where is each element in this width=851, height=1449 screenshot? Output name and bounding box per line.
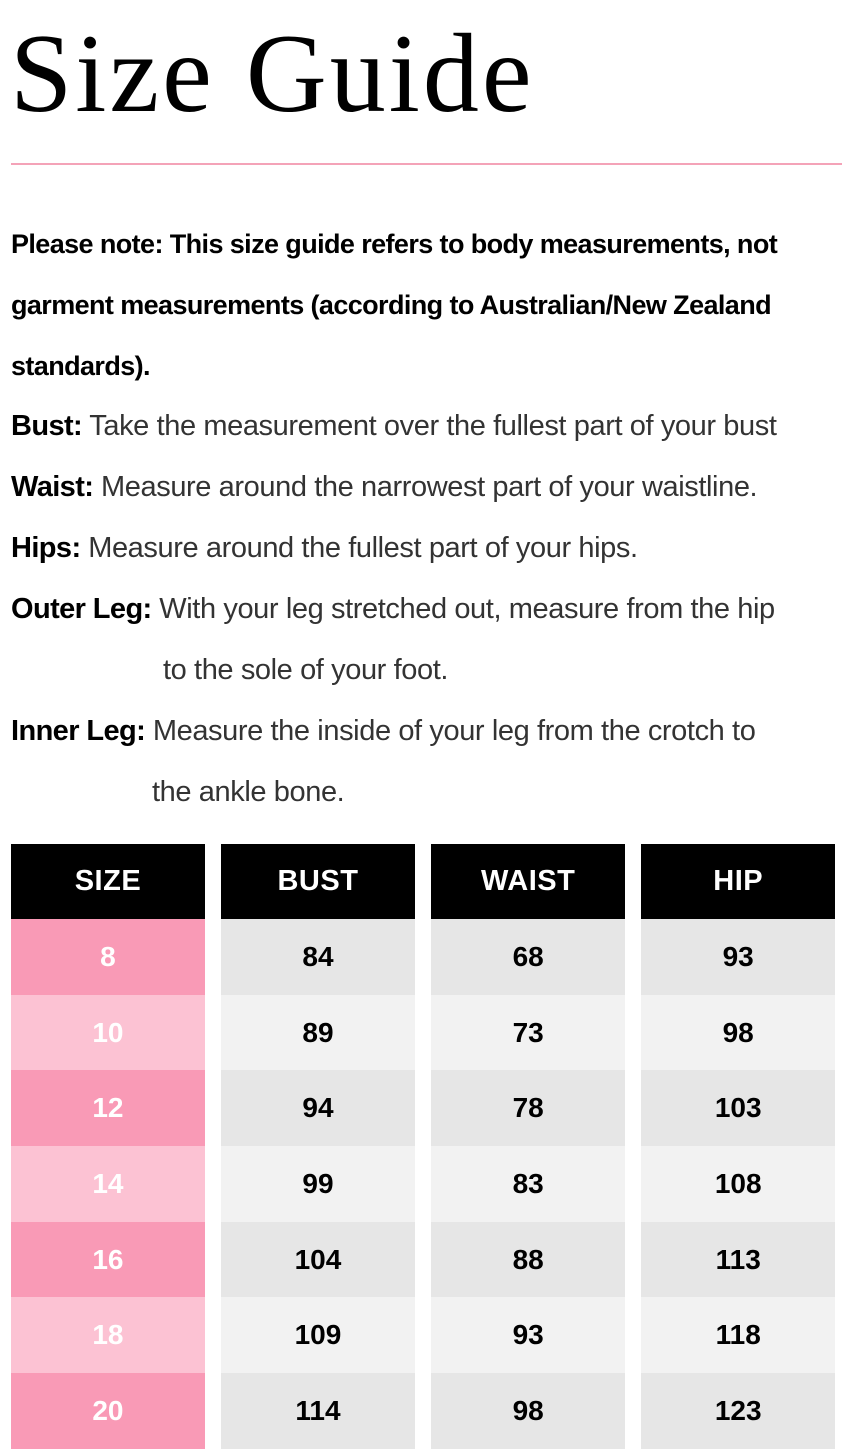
definition-text: Measure the inside of your leg from the crotch to [152, 715, 756, 747]
waist-cell: 93 [431, 1297, 625, 1373]
definition-bust [11, 396, 846, 457]
bust-cell: 104 [221, 1222, 415, 1298]
size-cell: 8 [11, 919, 205, 995]
waist-cell: 73 [431, 995, 625, 1071]
definition-term: Hips: [11, 532, 81, 564]
definition-waist [11, 457, 846, 518]
definition-inner-leg [11, 701, 846, 823]
table-row [11, 995, 835, 1071]
bust-cell: 99 [221, 1146, 415, 1222]
definition-hips [11, 518, 846, 579]
size-cell: 20 [11, 1373, 205, 1449]
bust-cell: 109 [221, 1297, 415, 1373]
hip-cell: 98 [641, 995, 835, 1071]
waist-cell: 83 [431, 1146, 625, 1222]
table-row [11, 1297, 835, 1373]
definition-text: Take the measurement over the fullest part of your bust [89, 410, 777, 442]
table-row [11, 1222, 835, 1298]
page-title: Size Guide [10, 12, 535, 136]
definition-term: Bust: [11, 410, 83, 442]
table-row [11, 1146, 835, 1222]
size-table [0, 844, 851, 1449]
hip-cell: 113 [641, 1222, 835, 1298]
title-divider [11, 163, 842, 165]
size-cell: 16 [11, 1222, 205, 1298]
bust-cell: 89 [221, 995, 415, 1071]
table-row [11, 919, 835, 995]
hip-cell: 93 [641, 919, 835, 995]
definition-term: Outer Leg: [11, 593, 152, 625]
definition-term: Inner Leg: [11, 715, 146, 747]
hip-cell: 123 [641, 1373, 835, 1449]
waist-cell: 78 [431, 1070, 625, 1146]
hip-cell: 118 [641, 1297, 835, 1373]
definition-text: Measure around the narrowest part of your waistline. [101, 471, 758, 503]
bust-cell: 114 [221, 1373, 415, 1449]
header-size: SIZE [11, 844, 205, 919]
hip-cell: 103 [641, 1070, 835, 1146]
header-hip: HIP [641, 844, 835, 919]
measurement-definitions [11, 396, 846, 823]
table-header-row [11, 844, 835, 919]
definition-text-continued: to the sole of your foot. [163, 654, 449, 686]
definition-text-continued: the ankle bone. [152, 776, 345, 808]
size-cell: 14 [11, 1146, 205, 1222]
bust-cell: 84 [221, 919, 415, 995]
bust-cell: 94 [221, 1070, 415, 1146]
size-guide-note: Please note: This size guide refers to body measurements, not garment measurements (according to Australian/New Zealand standards). [11, 229, 778, 381]
hip-cell: 108 [641, 1146, 835, 1222]
definition-text: With your leg stretched out, measure from the hip [159, 593, 775, 625]
header-waist: WAIST [431, 844, 625, 919]
size-cell: 12 [11, 1070, 205, 1146]
header-bust: BUST [221, 844, 415, 919]
table-row [11, 1070, 835, 1146]
table-row [11, 1373, 835, 1449]
definition-text: Measure around the fullest part of your hips. [88, 532, 638, 564]
size-cell: 18 [11, 1297, 205, 1373]
waist-cell: 68 [431, 919, 625, 995]
size-cell: 10 [11, 995, 205, 1071]
waist-cell: 98 [431, 1373, 625, 1449]
definition-outer-leg [11, 579, 846, 701]
definition-term: Waist: [11, 471, 94, 503]
waist-cell: 88 [431, 1222, 625, 1298]
